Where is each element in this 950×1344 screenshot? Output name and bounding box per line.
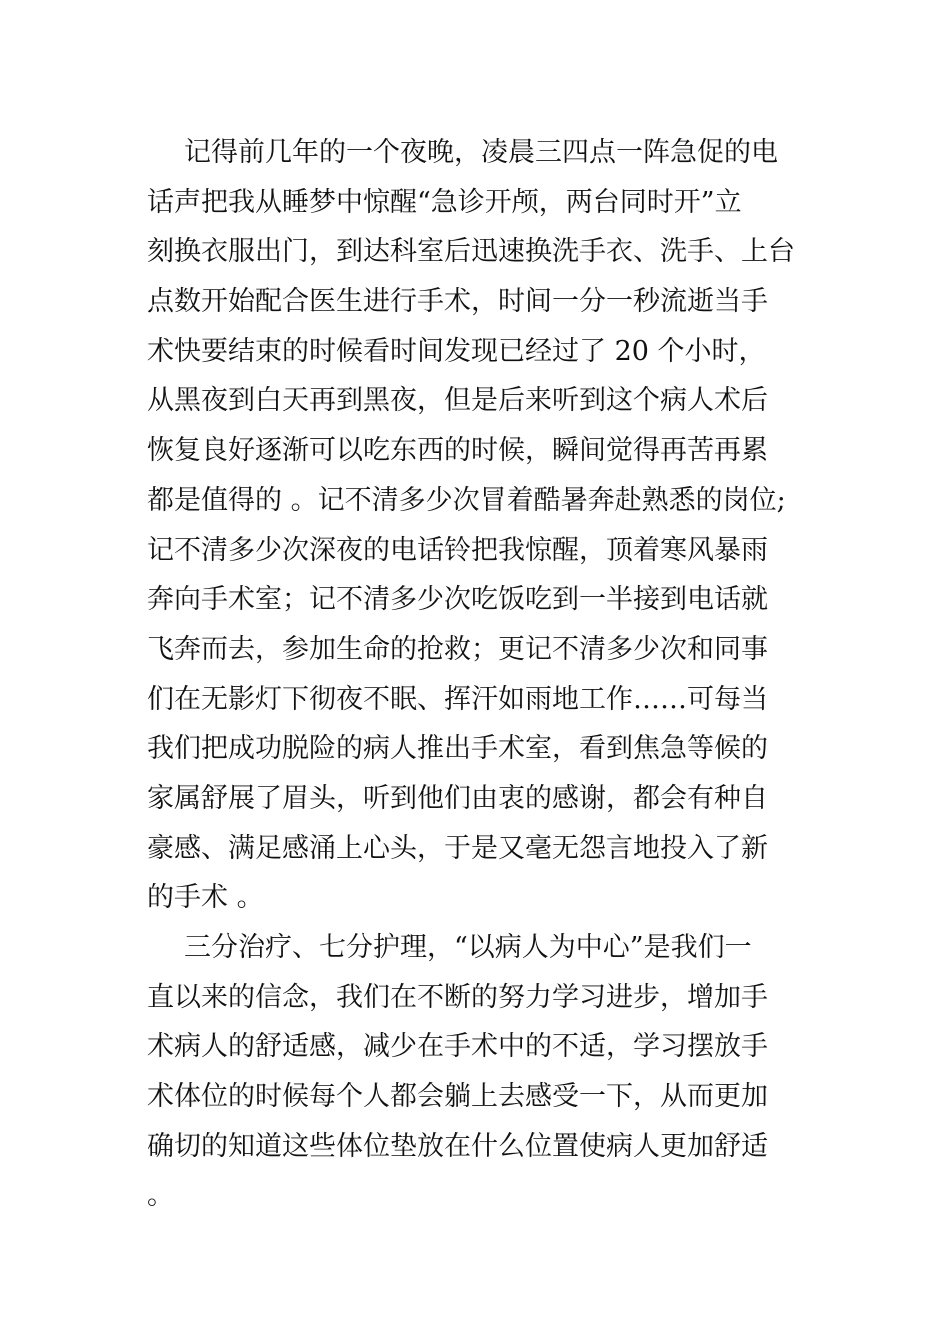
text-line: 的手术 。 bbox=[147, 882, 264, 914]
text-line: 恢复良好逐渐可以吃东西的时候，瞬间觉得再苦再累 bbox=[147, 435, 768, 467]
text-line: 记得前几年的一个夜晚，凌晨三四点一阵急促的电 bbox=[184, 137, 778, 168]
text-line: 豪感、满足感涌上心头，于是又毫无怨言地投入了新 bbox=[147, 832, 768, 864]
text-line: 点数开始配合医生进行手术，时间一分一秒流逝当手 bbox=[147, 286, 768, 318]
text-line: 家属舒展了眉头，听到他们由衷的感谢，都会有种自 bbox=[147, 782, 768, 814]
text-line: 术病人的舒适感，减少在手术中的不适，学习摆放手 bbox=[147, 1031, 768, 1063]
paragraph-2 bbox=[147, 923, 827, 1221]
text-line: 记不清多少次深夜的电话铃把我惊醒，顶着寒风暴雨 bbox=[147, 534, 768, 566]
text-line: 刻换衣服出门，到达科室后迅速换洗手衣、洗手、上台 bbox=[147, 236, 795, 268]
text-line: 们在无影灯下彻夜不眠、挥汗如雨地工作……可每当 bbox=[147, 683, 768, 715]
text-line: 。 bbox=[147, 1180, 174, 1212]
text-line: 术快要结束的时候看时间发现已经过了 20 个小时， bbox=[147, 335, 766, 367]
paragraph-1 bbox=[147, 128, 827, 923]
text-line: 话声把我从睡梦中惊醒“急诊开颅，两台同时开”立 bbox=[147, 186, 742, 218]
text-line: 都是值得的 。记不清多少次冒着酷暑奔赴熟悉的岗位; bbox=[147, 484, 786, 516]
text-line: 从黑夜到白天再到黑夜，但是后来听到这个病人术后 bbox=[147, 385, 768, 417]
text-line: 直以来的信念，我们在不断的努力学习进步，增加手 bbox=[147, 981, 768, 1013]
document-body bbox=[147, 128, 827, 1221]
text-line: 确切的知道这些体位垫放在什么位置使病人更加舒适 bbox=[147, 1130, 768, 1162]
text-line: 奔向手术室；记不清多少次吃饭吃到一半接到电话就 bbox=[147, 584, 768, 616]
text-line: 三分治疗、七分护理，“以病人为中心”是我们一 bbox=[184, 932, 752, 963]
text-line: 术体位的时候每个人都会躺上去感受一下，从而更加 bbox=[147, 1081, 768, 1113]
text-line: 我们把成功脱险的病人推出手术室，看到焦急等候的 bbox=[147, 733, 768, 765]
text-line: 飞奔而去，参加生命的抢救；更记不清多少次和同事 bbox=[147, 633, 768, 665]
